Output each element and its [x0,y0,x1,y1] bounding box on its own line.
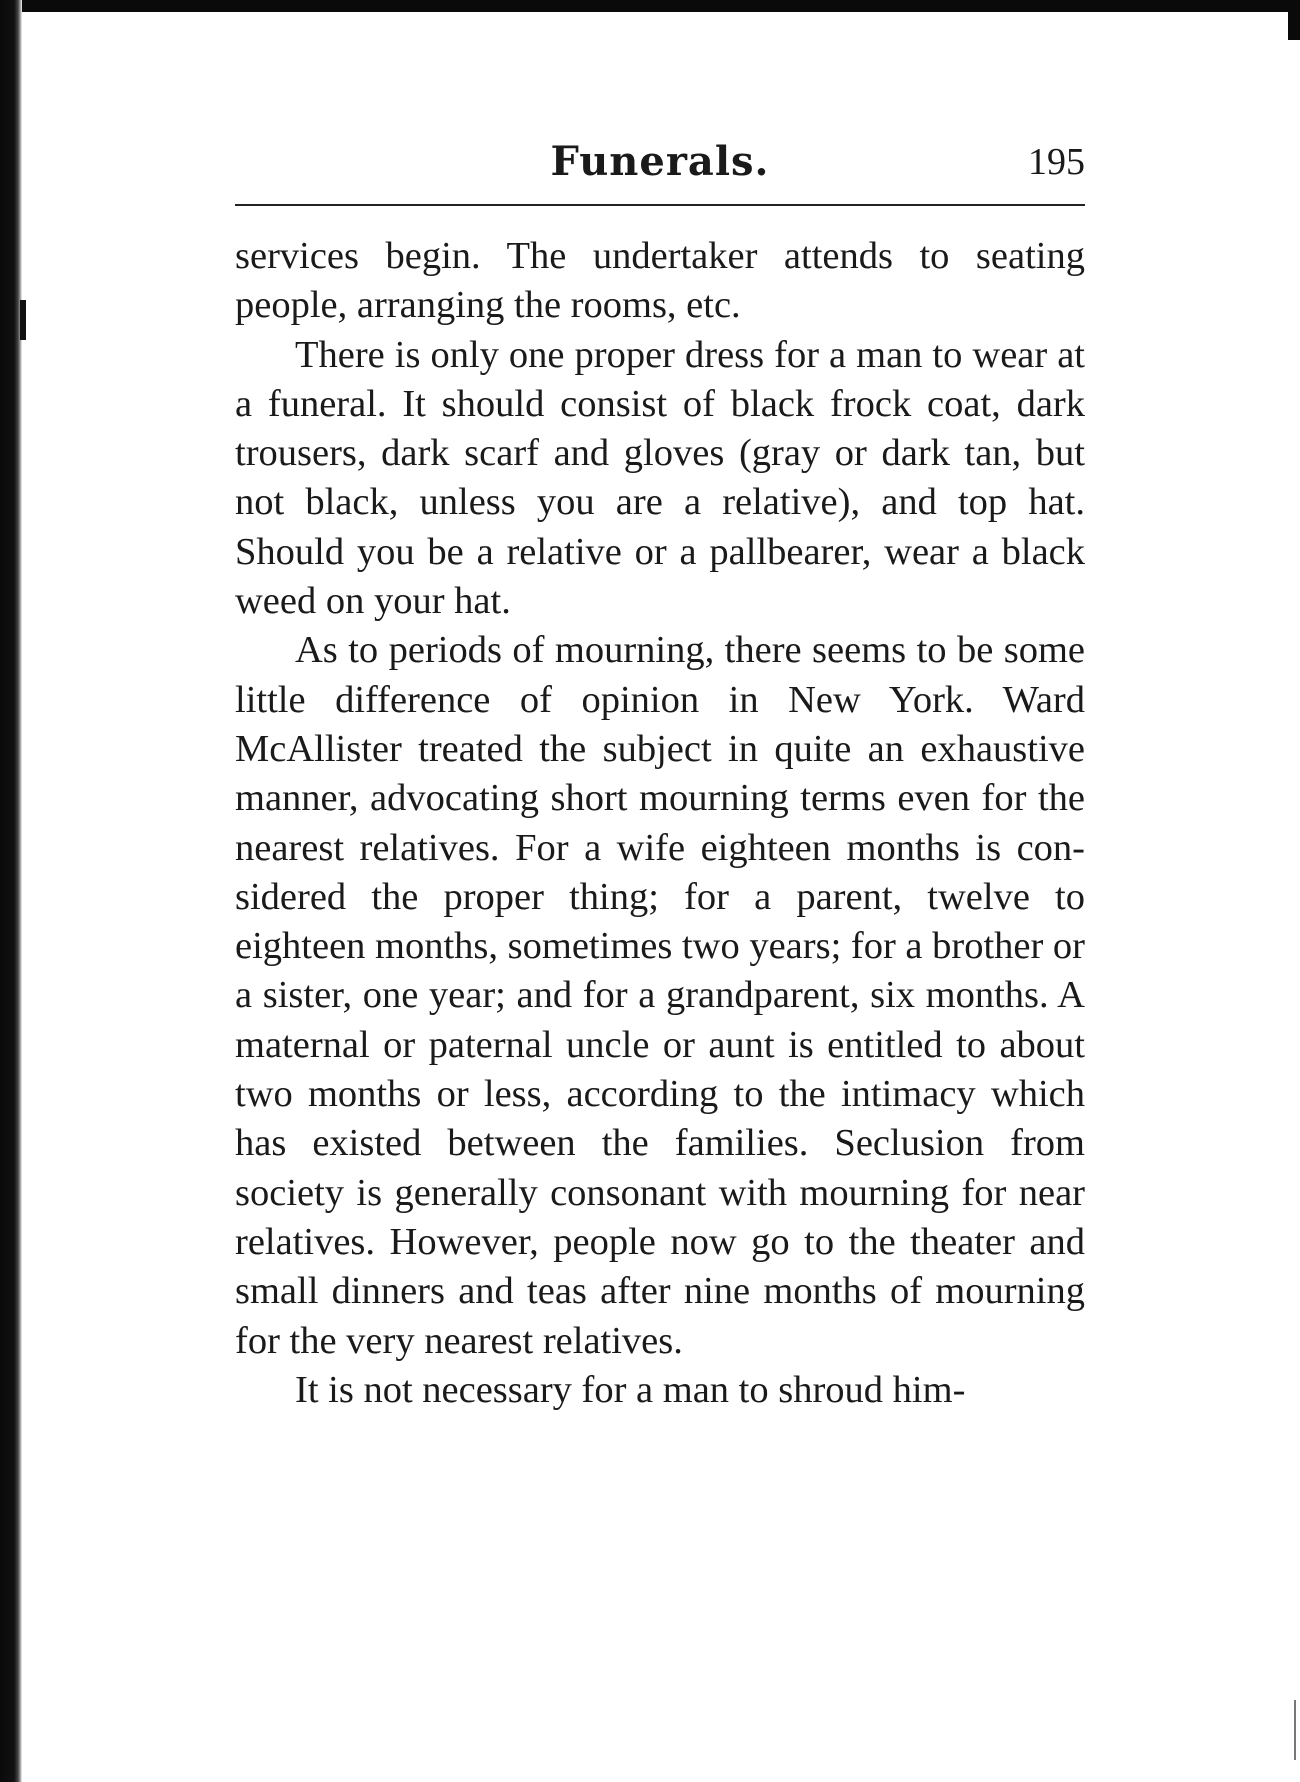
page-number: 195 [1028,141,1085,183]
running-title: Funerals. [550,138,770,185]
scan-edge-top-right [1288,0,1300,40]
scan-edge-left [0,0,22,1782]
scan-edge-right [1294,1700,1296,1760]
scan-edge-notch [20,300,26,340]
paragraph-mourning-periods: As to periods of mourning, there seems to be some little difference of opinion in New York. Ward McAllister treated the subject in quite an exhaustive manner, advocating short mourning terms even for the nearest relatives. For a wife eighteen months is considered the proper thing; for a parent, twelve to eighteen months, sometimes two years; for a brother or a sister, one year; and for a grandparent, six months. A maternal or paternal uncle or aunt is entitled to about two months or less, according to the intimacy which has existed between the families. Seclusion from society is generally consonant with mourning for near relatives. However, people now go to the theater and small dinners and teas after nine months of mourning for the very nearest relatives. [235,629,1085,1362]
scan-edge-top [0,0,1300,12]
paragraph-continuation: services begin. The undertaker attends to seating people, arranging the rooms, etc. [235,235,1085,327]
page-header [235,140,1085,190]
paragraph-dress: There is only one proper dress for a man to wear at a funeral. It should consist of black frock coat, dark trousers, dark scarf and gloves (gray or dark tan, but not black, unless you are a relative), and top hat. Should you be a relative or a pallbearer, wear a black weed on your hat. [235,333,1085,623]
body-text [235,232,1085,1415]
header-rule [235,204,1085,206]
paragraph-shroud: It is not necessary for a man to shroud him- [295,1368,966,1411]
